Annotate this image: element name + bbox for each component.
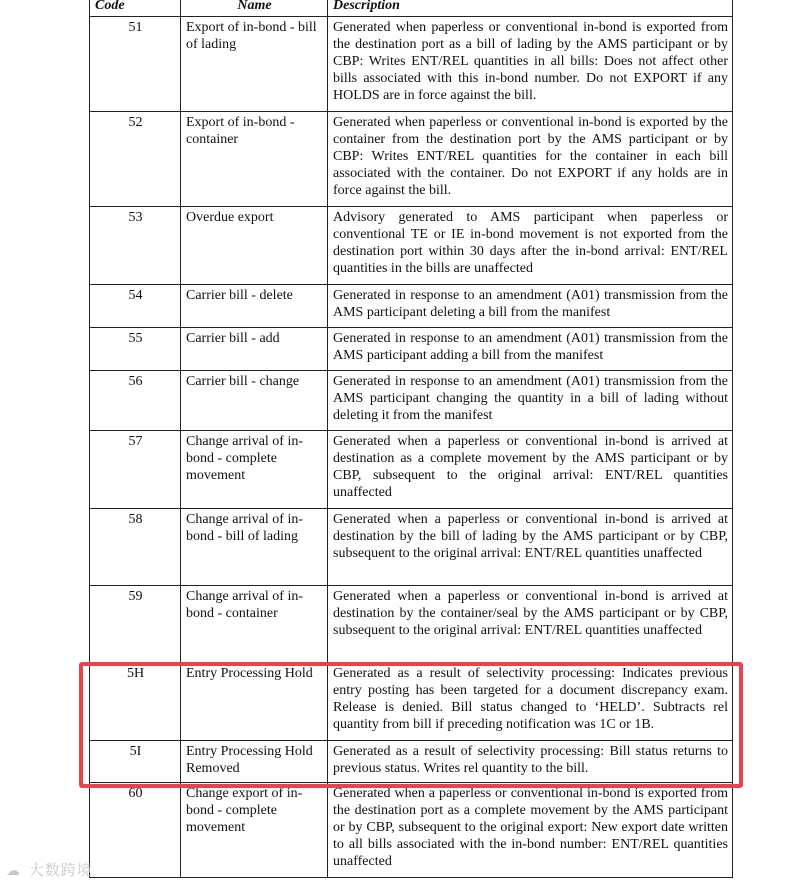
table-row <box>90 285 733 328</box>
header-row <box>90 0 733 17</box>
description-cell: Generated in response to an amendment (A01) transmission from the AMS participant deleting a bill from the manifest <box>328 285 733 328</box>
event-codes-table <box>89 0 733 878</box>
header-name: Name <box>181 0 328 17</box>
name-cell: Change arrival of in-bond - bill of lading <box>181 509 328 586</box>
description-cell: Generated when a paperless or conventional in-bond is arrived at destination by the bill of lading by the AMS participant or by CBP, subsequent to the original arrival: ENT/REL quantities unaffected <box>328 509 733 586</box>
table-row <box>90 509 733 586</box>
description-cell: Generated when paperless or conventional in-bond is exported by the container from the destination port by the AMS participant or by CBP: Writes ENT/REL quantities for the container in each bill associated with the container. Do not EXPORT if any holds are in force against the bill. <box>328 112 733 207</box>
description-cell: Generated as a result of selectivity processing: Bill status returns to previous status. Writes rel quantity to the bill. <box>328 741 733 783</box>
name-cell: Overdue export <box>181 207 328 285</box>
table-row <box>90 17 733 112</box>
code-cell: 57 <box>90 431 181 509</box>
name-cell: Carrier bill - change <box>181 371 328 431</box>
description-cell: Generated in response to an amendment (A01) transmission from the AMS participant adding a bill from the manifest <box>328 328 733 371</box>
code-cell: 5I <box>90 741 181 783</box>
cloud-icon: ☁ <box>6 863 21 879</box>
header-code: Code <box>90 0 181 17</box>
description-cell: Generated when a paperless or conventional in-bond is arrived at destination as a complete movement by the AMS participant or by CBP, subsequent to the original arrival: ENT/REL quantities unaffected <box>328 431 733 509</box>
description-cell: Generated when a paperless or conventional in-bond is arrived at destination by the container/seal by the AMS participant or by CBP, subsequent to the original arrival: ENT/REL quantities unaffected <box>328 586 733 663</box>
watermark-text: 大数跨境 <box>28 861 93 879</box>
description-cell: Generated when paperless or conventional in-bond is exported from the destination port as a bill of lading by the AMS participant or by CBP: Writes ENT/REL quantities in all bills: Does not affect other bills associated with this in-bond number. Do not EXPORT if any HOLDS are in force against the bill. <box>328 17 733 112</box>
code-cell: 52 <box>90 112 181 207</box>
code-cell: 56 <box>90 371 181 431</box>
table-row <box>90 663 733 741</box>
description-cell: Generated in response to an amendment (A01) transmission from the AMS participant changing the quantity in a bill of lading without deleting it from the manifest <box>328 371 733 431</box>
table-row <box>90 112 733 207</box>
code-cell: 58 <box>90 509 181 586</box>
name-cell: Change arrival of in-bond - container <box>181 586 328 663</box>
code-cell: 51 <box>90 17 181 112</box>
name-cell: Carrier bill - add <box>181 328 328 371</box>
header-description: Description <box>328 0 733 17</box>
code-cell: 53 <box>90 207 181 285</box>
name-cell: Export of in-bond - container <box>181 112 328 207</box>
code-cell: 55 <box>90 328 181 371</box>
name-cell: Carrier bill - delete <box>181 285 328 328</box>
table-row <box>90 328 733 371</box>
name-cell: Entry Processing Hold Removed <box>181 741 328 783</box>
code-cell: 5H <box>90 663 181 741</box>
watermark <box>6 859 93 880</box>
name-cell: Change arrival of in-bond - complete movement <box>181 431 328 509</box>
description-cell: Advisory generated to AMS participant when paperless or conventional TE or IE in-bond movement is not exported from the destination port within 30 days after the in-bond arrival: ENT/REL quantities in the bills are unaffected <box>328 207 733 285</box>
description-cell: Generated as a result of selectivity processing: Indicates previous entry posting has been targeted for a document discrepancy exam. Release is denied. Bill status changed to ‘HELD’. Subtracts rel quantity from bill if preceding notification was 1C or 1B. <box>328 663 733 741</box>
code-cell: 60 <box>90 783 181 878</box>
table-row <box>90 431 733 509</box>
code-cell: 54 <box>90 285 181 328</box>
table-row <box>90 586 733 663</box>
table-row <box>90 741 733 783</box>
table-row <box>90 371 733 431</box>
name-cell: Change export of in-bond - complete movement <box>181 783 328 878</box>
table-row <box>90 207 733 285</box>
name-cell: Entry Processing Hold <box>181 663 328 741</box>
description-cell: Generated when a paperless or conventional in-bond is exported from the destination port as a complete movement by the AMS participant or by CBP, subsequent to the original export: New export date written to all bills associated with the in-bond number: ENT/REL quantities unaffected <box>328 783 733 878</box>
name-cell: Export of in-bond - bill of lading <box>181 17 328 112</box>
table-row <box>90 783 733 878</box>
code-cell: 59 <box>90 586 181 663</box>
